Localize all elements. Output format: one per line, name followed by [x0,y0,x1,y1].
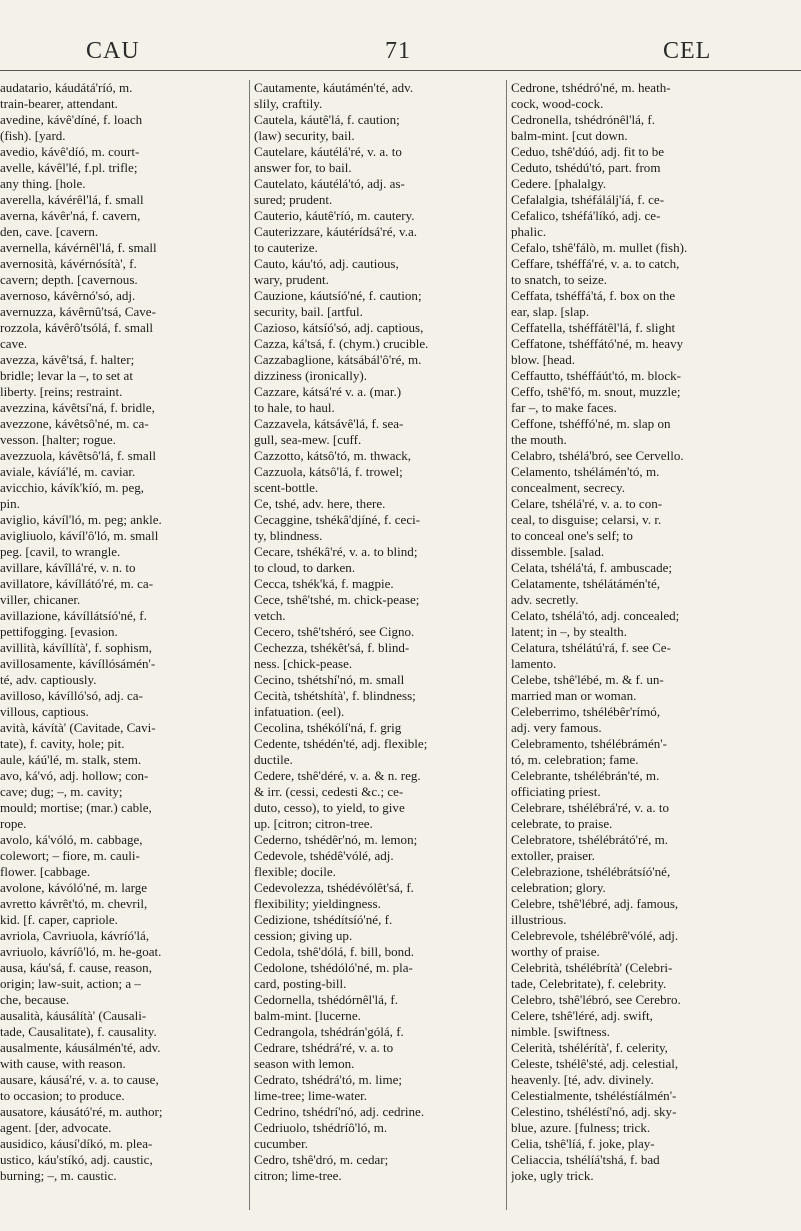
entry-line: (fish). [yard. [0,128,66,143]
entry-line: avedine, kávê'díné, f. loach [0,112,143,127]
entry-line: Cefalo, tshê'fálò, m. mullet (fish). [511,240,688,255]
entry-line: Cedevolezza, tshédévólêt'sá, f. [254,880,414,895]
entry-line: Cedrare, tshédrá'ré, v. a. to [254,1040,394,1055]
entry-line: audatario, káudátá'ríó, m. [0,80,133,95]
entry-line: Cazzare, kátsá'ré v. a. (mar.) [254,384,402,399]
entry-line: security, bail. [artful. [254,304,363,319]
entry-line: Celebre, tshê'lébré, adj. famous, [511,896,679,911]
header-rule [0,70,801,71]
entry-line: Celebrevole, tshélébrê'vólé, adj. [511,928,679,943]
entry-line: avillazione, kávíllátsíó'né, f. [0,608,147,623]
entry-line: to cloud, to darken. [254,560,356,575]
entry-line: Cazzuola, kátsô'lá, f. trowel; [254,464,403,479]
entry-line: avezzuola, kávêtsô'lá, f. small [0,448,156,463]
entry-line: Celia, tshê'líá, f. joke, play- [511,1136,655,1151]
entry-line: cession; giving up. [254,928,353,943]
entry-line: (law) security, bail. [254,128,355,143]
entry-line: tade, Celebritate), f. celebrity. [511,976,667,991]
entry-line: tade, Causalitate), f. causality. [0,1024,157,1039]
column-divider-left [249,80,250,1210]
entry-line: card, posting-bill. [254,976,347,991]
entry-line: tó, m. celebration; fame. [511,752,639,767]
entry-line: avolo, ká'vóló, m. cabbage, [0,832,143,847]
entry-line: Ceffatella, tshéffátêl'lá, f. slight [511,320,676,335]
entry-line: viller, chicaner. [0,592,81,607]
entry-line: blue, azure. [fulness; trick. [511,1120,651,1135]
entry-line: tate), f. cavity, hole; pit. [0,736,125,751]
entry-line: Cecolina, tshékólí'ná, f. grig [254,720,402,735]
entry-line: adj. very famous. [511,720,602,735]
entry-line: cavern; depth. [cavernous. [0,272,138,287]
entry-line: Celare, tshélá'ré, v. a. to con- [511,496,663,511]
entry-line: avilloso, kávílló'só, adj. ca- [0,688,143,703]
entry-line: Celebramento, tshélébrámén'- [511,736,667,751]
entry-line: Ceduto, tshédú'tó, part. from [511,160,661,175]
entry-line: citron; lime-tree. [254,1168,342,1183]
entry-line: flexible; docile. [254,864,336,879]
entry-line: avezzone, kávêtsô'né, m. ca- [0,416,149,431]
entry-line: ear, slap. [slap. [511,304,590,319]
entry-line: ustico, káu'stíkó, adj. caustic, [0,1152,153,1167]
entry-line: Cautelare, káutélá'ré, v. a. to [254,144,402,159]
entry-line: Celebe, tshê'lébé, m. & f. un- [511,672,664,687]
entry-line: Cecino, tshétshí'nó, m. small [254,672,405,687]
entry-line: vesson. [halter; rogue. [0,432,116,447]
entry-line: Celebratore, tshélébrátó'ré, m. [511,832,669,847]
entry-line: den, cave. [cavern. [0,224,99,239]
entry-line: Cautelato, káutélá'tó, adj. as- [254,176,405,191]
entry-line: Cecero, tshê'tshéró, see Cigno. [254,624,415,639]
entry-line: origin; law-suit, action; a – [0,976,141,991]
entry-line: to conceal one's self; to [511,528,633,543]
entry-line: vetch. [254,608,286,623]
entry-line: mould; mortise; (mar.) cable, [0,800,152,815]
entry-line: agent. [der, advocate. [0,1120,112,1135]
entry-line: cucumber. [254,1136,308,1151]
entry-line: flower. [cabbage. [0,864,91,879]
entry-line: Cece, tshê'tshé, m. chick-pease; [254,592,420,607]
entry-line: duto, cesso), to yield, to give [254,800,405,815]
entry-line: Cedere, tshê'déré, v. a. & n. reg. [254,768,421,783]
entry-line: Cedro, tshê'dró, m. cedar; [254,1152,389,1167]
entry-line: pin. [0,496,20,511]
entry-line: avriuolo, kávríô'ló, m. he-goat. [0,944,162,959]
page-header [0,38,801,70]
entry-line: Celerità, tshélérítà', f. celerity, [511,1040,668,1055]
entry-line: cave. [0,336,28,351]
entry-line: avriola, Cavriuola, kávríó'lá, [0,928,150,943]
entry-line: avo, ká'vó, adj. hollow; con- [0,768,149,783]
entry-line: Cedere. [phalalgy. [511,176,607,191]
entry-line: & irr. (cessi, cedesti &c.; ce- [254,784,404,799]
entry-line: liberty. [reins; restraint. [0,384,123,399]
entry-line: avillare, kávîllá'ré, v. n. to [0,560,136,575]
header-right-guide-word: CEL [663,38,712,64]
entry-line: Celebrante, tshélébrán'té, m. [511,768,660,783]
entry-line: wary, prudent. [254,272,329,287]
entry-line: infatuation. (eel). [254,704,345,719]
entry-line: avernella, kávérnêl'lá, f. small [0,240,157,255]
entry-line: dizziness (ironically). [254,368,368,383]
dictionary-column-left [0,80,245,1219]
entry-line: adv. secretly. [511,592,579,607]
entry-line: to occasion; to produce. [0,1088,125,1103]
entry-line: Ceffone, tshéffó'né, m. slap on [511,416,671,431]
entry-line: Celebrazione, tshélébrátsíó'né, [511,864,671,879]
entry-line: rope. [0,816,27,831]
entry-line: up. [citron; citron-tree. [254,816,373,831]
entry-line: married man or woman. [511,688,637,703]
entry-line: avernoso, kávêrnó'só, adj. [0,288,136,303]
entry-line: celebrate, to praise. [511,816,613,831]
entry-line: cock, wood-cock. [511,96,604,111]
entry-line: Ce, tshé, adv. here, there. [254,496,386,511]
entry-line: Celiaccia, tshélíá'tshá, f. bad [511,1152,660,1167]
entry-line: Cechezza, tshékêt'sá, f. blind- [254,640,410,655]
entry-line: Celata, tshélá'tá, f. ambuscade; [511,560,673,575]
entry-line: té, adv. captiously. [0,672,97,687]
entry-line: Cedronella, tshédrónêl'lá, f. [511,112,656,127]
entry-line: Cauzione, káutsíó'né, f. caution; [254,288,422,303]
entry-line: Celebrare, tshélébrá'ré, v. a. to [511,800,669,815]
entry-line: Celere, tshê'léré, adj. swift, [511,1008,653,1023]
entry-line: lamento. [511,656,557,671]
entry-line: ceal, to disguise; celarsi, v. r. [511,512,662,527]
entry-line: ausa, káu'sá, f. cause, reason, [0,960,152,975]
entry-line: blow. [head. [511,352,576,367]
entry-line: Cecare, tshékâ'ré, v. a. to blind; [254,544,418,559]
entry-line: avolone, kávóló'né, m. large [0,880,148,895]
entry-line: avedio, kávê'díó, m. court- [0,144,140,159]
entry-line: Cazioso, kátsíó'só, adj. captious, [254,320,424,335]
entry-line: Cecità, tshétshítà', f. blindness; [254,688,416,703]
dictionary-column-middle [254,80,501,1219]
entry-line: Cedriuolo, tshédríô'ló, m. [254,1120,388,1135]
entry-line: avicchio, kávík'kíó, m. peg, [0,480,145,495]
entry-line: Celamento, tshélámén'tó, m. [511,464,660,479]
entry-line: Cedizione, tshédítsíó'né, f. [254,912,393,927]
entry-line: Ceduo, tshê'dúó, adj. fit to be [511,144,665,159]
entry-line: rozzola, kávêrô'tsólá, f. small [0,320,154,335]
entry-line: Celabro, tshélá'bró, see Cervello. [511,448,684,463]
entry-line: train-bearer, attendant. [0,96,118,111]
entry-line: Cefalico, tshéfá'líkó, adj. ce- [511,208,661,223]
entry-line: phalic. [511,224,547,239]
entry-line: avigliuolo, kávíl'ô'ló, m. small [0,528,159,543]
entry-line: balm-mint. [lucerne. [254,1008,361,1023]
entry-line: Cedrangola, tshédrán'gólá, f. [254,1024,404,1039]
entry-line: worthy of praise. [511,944,600,959]
entry-line: scent-bottle. [254,480,319,495]
entry-line: sured; prudent. [254,192,333,207]
entry-line: che, because. [0,992,70,1007]
entry-line: Cautamente, káutámén'té, adv. [254,80,414,95]
entry-line: Celatura, tshélátú'rá, f. see Ce- [511,640,671,655]
entry-line: avezzina, kávêtsí'ná, f. bridle, [0,400,155,415]
entry-line: Cauterio, káutê'ríó, m. cautery. [254,208,415,223]
entry-line: Celeste, tshélê'sté, adj. celestial, [511,1056,679,1071]
entry-line: Celestino, tshéléstí'nó, adj. sky- [511,1104,677,1119]
entry-line: burning; –, m. caustic. [0,1168,117,1183]
entry-line: ductile. [254,752,293,767]
entry-line: Ceffo, tshê'fó, m. snout, muzzle; [511,384,681,399]
header-left-guide-word: CAU [86,38,140,64]
entry-line: Ceffautto, tshéffáút'tó, m. block- [511,368,681,383]
entry-line: kid. [f. caper, capriole. [0,912,118,927]
entry-line: Celebro, tshê'lébró, see Cerebro. [511,992,681,1007]
entry-line: avretto kávrêt'tó, m. chevril, [0,896,148,911]
entry-line: ausalità, káusálítà' (Causali- [0,1008,147,1023]
entry-line: ness. [chick-pease. [254,656,353,671]
entry-line: avillità, kávíllítà', f. sophism, [0,640,153,655]
entry-line: any thing. [hole. [0,176,86,191]
entry-line: Celato, tshélá'tó, adj. concealed; [511,608,680,623]
entry-line: Cedornella, tshédórnêl'lá, f. [254,992,399,1007]
entry-line: ausare, káusá'ré, v. a. to cause, [0,1072,159,1087]
entry-line: to snatch, to seize. [511,272,608,287]
entry-line: to hale, to haul. [254,400,335,415]
entry-line: heavenly. [té, adv. divinely. [511,1072,654,1087]
entry-line: Cedevole, tshédê'vólé, adj. [254,848,394,863]
entry-line: Cauterizzare, káutérídsá'ré, v.a. [254,224,418,239]
entry-line: the mouth. [511,432,567,447]
entry-line: avillosamente, kávíllósámén'- [0,656,156,671]
entry-line: ausidico, káusí'díkó, m. plea- [0,1136,153,1151]
entry-line: Cazza, ká'tsá, f. (chym.) crucible. [254,336,429,351]
entry-line: ausatore, káusátó'ré, m. author; [0,1104,163,1119]
entry-line: Cautela, káutê'lá, f. caution; [254,112,400,127]
entry-line: averella, kávérêl'lá, f. small [0,192,144,207]
entry-line: joke, ugly trick. [511,1168,594,1183]
dictionary-column-right [511,80,797,1219]
entry-line: concealment, secrecy. [511,480,625,495]
entry-line: with cause, with reason. [0,1056,126,1071]
entry-line: colewort; – fiore, m. cauli- [0,848,140,863]
entry-line: Cecaggine, tshékâ'djíné, f. ceci- [254,512,421,527]
entry-line: Cazzotto, kátsô'tó, m. thwack, [254,448,412,463]
entry-line: officiating priest. [511,784,601,799]
entry-line: slily, craftily. [254,96,323,111]
entry-line: aviglio, kávíl'ló, m. peg; ankle. [0,512,162,527]
entry-line: far –, to make faces. [511,400,617,415]
entry-line: dissemble. [salad. [511,544,605,559]
entry-line: Celestialmente, tshéléstíálmén'- [511,1088,677,1103]
entry-line: nimble. [swiftness. [511,1024,610,1039]
page-number: 71 [385,38,411,64]
entry-line: Cecca, tshék'ká, f. magpie. [254,576,394,591]
entry-line: villous, captious. [0,704,89,719]
entry-line: Cederno, tshédêr'nó, m. lemon; [254,832,418,847]
entry-line: peg. [cavil, to wrangle. [0,544,121,559]
entry-line: Cefalalgia, tshéfálálj'íá, f. ce- [511,192,665,207]
column-divider-right [506,80,507,1210]
entry-line: pettifogging. [evasion. [0,624,118,639]
entry-line: ausalmente, káusálmén'té, adv. [0,1040,161,1055]
entry-line: gull, sea-mew. [cuff. [254,432,362,447]
entry-line: aule, káú'lé, m. stalk, stem. [0,752,142,767]
entry-line: avernosità, kávérnósítà', f. [0,256,137,271]
entry-line: cave; dug; –, m. cavity; [0,784,123,799]
entry-line: Cedrato, tshédrá'tó, m. lime; [254,1072,403,1087]
entry-line: ty, blindness. [254,528,323,543]
entry-line: Celatamente, tshélátámén'té, [511,576,661,591]
entry-line: averna, kávêr'ná, f. cavern, [0,208,141,223]
entry-line: balm-mint. [cut down. [511,128,628,143]
entry-line: Cedrino, tshédrí'nó, adj. cedrine. [254,1104,425,1119]
entry-line: Ceffata, tshéffá'tá, f. box on the [511,288,676,303]
entry-line: Cazzavela, kátsávê'lá, f. sea- [254,416,404,431]
entry-line: lime-tree; lime-water. [254,1088,368,1103]
entry-line: latent; in –, by stealth. [511,624,627,639]
entry-line: extoller, praiser. [511,848,595,863]
entry-line: Cedolone, tshédóló'né, m. pla- [254,960,413,975]
entry-line: answer for, to bail. [254,160,352,175]
entry-line: aviale, kávíá'lé, m. caviar. [0,464,136,479]
entry-line: Cazzabaglione, kátsábál'ô'ré, m. [254,352,422,367]
entry-line: season with lemon. [254,1056,355,1071]
entry-line: Cedrone, tshédró'né, m. heath- [511,80,671,95]
entry-line: avernuzza, kávêrnû'tsá, Cave- [0,304,156,319]
entry-line: avillatore, kávíllátó'ré, m. ca- [0,576,154,591]
entry-line: bridle; levar la –, to set at [0,368,133,383]
entry-line: Celebrità, tshélébrítà' (Celebri- [511,960,673,975]
entry-line: avità, kávítà' (Cavitade, Cavi- [0,720,156,735]
entry-line: illustrious. [511,912,567,927]
entry-line: Cauto, káu'tó, adj. cautious, [254,256,399,271]
entry-line: Ceffatone, tshéffátó'né, m. heavy [511,336,684,351]
entry-line: Cedola, tshê'dólá, f. bill, bond. [254,944,414,959]
entry-line: to cauterize. [254,240,318,255]
entry-line: flexibility; yieldingness. [254,896,381,911]
entry-line: Celeberrimo, tshélébêr'rímó, [511,704,661,719]
entry-line: celebration; glory. [511,880,606,895]
entry-line: avelle, kávêl'lé, f.pl. trifle; [0,160,138,175]
entry-line: Cedente, tshédén'té, adj. flexible; [254,736,428,751]
entry-line: Ceffare, tshéffá'ré, v. a. to catch, [511,256,680,271]
entry-line: avezza, kávê'tsá, f. halter; [0,352,135,367]
